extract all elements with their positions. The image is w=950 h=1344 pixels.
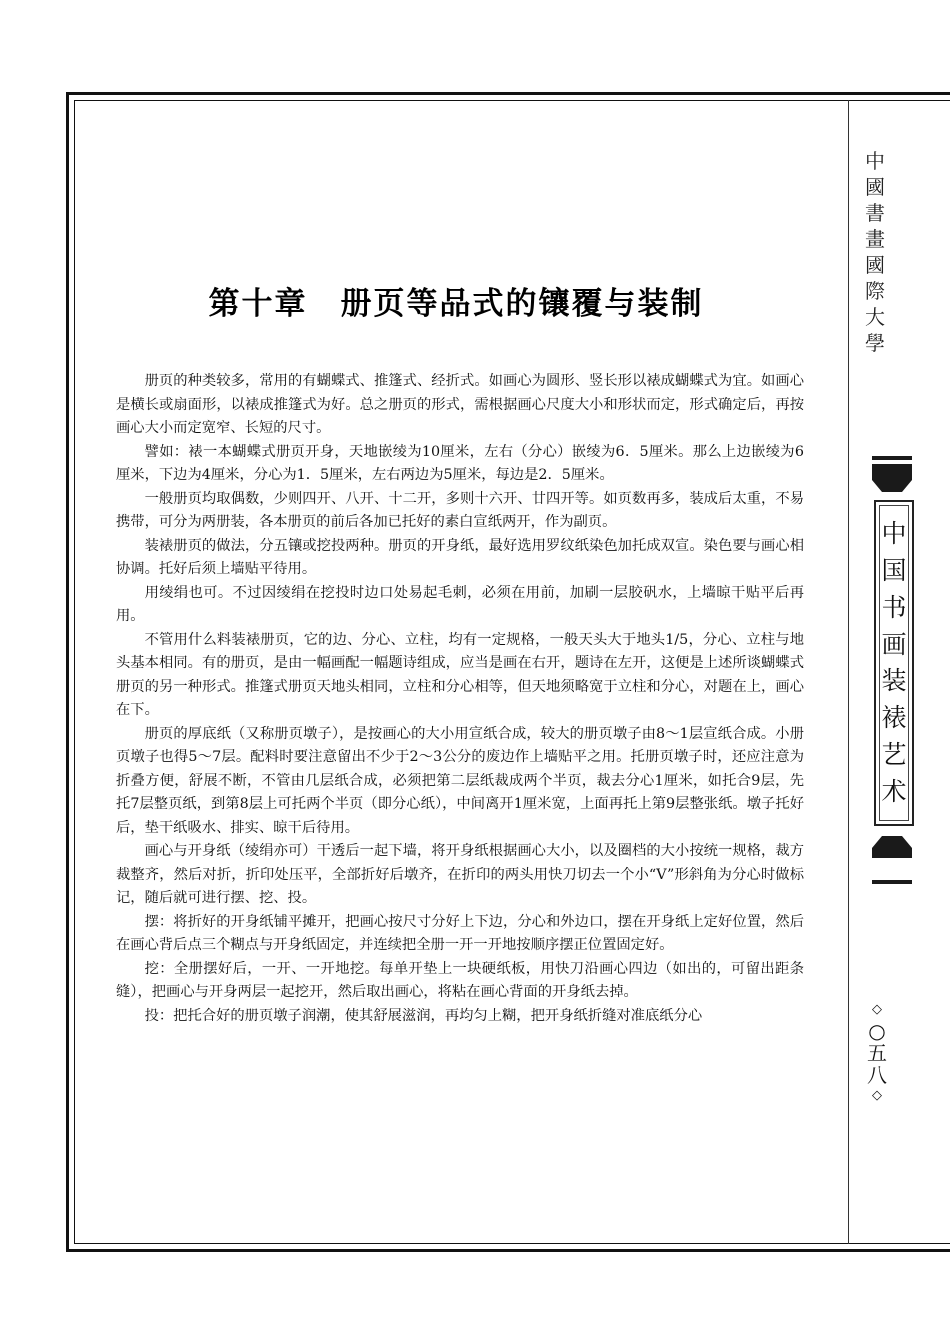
school-title-char: 畫 <box>865 227 885 251</box>
book-title-inner-border <box>879 505 909 821</box>
diamond-ornament-icon: ◇ <box>872 1002 882 1017</box>
book-title-char: 装 <box>881 666 907 696</box>
ornament-band-top-thin <box>872 456 912 460</box>
paragraph: 挖：全册摆好后，一开、一开地挖。每单开垫上一块硬纸板，用快刀沿画心四边（如出的，可留出距条缝），把画心与开身两层一起挖开，然后取出画心，将粘在画心背面的开身纸去掉。 <box>116 960 804 1000</box>
school-title-char: 中 <box>865 149 885 173</box>
paragraph: 譬如：裱一本蝴蝶式册页开身，天地嵌绫为10厘米，左右（分心）嵌绫为6．5厘米。那么上边嵌绫为6厘米，下边为4厘米，分心为1．5厘米，左右两边为5厘米，每边是2．5厘米。 <box>116 443 804 483</box>
school-title-char: 國 <box>865 253 885 277</box>
book-title-char: 术 <box>881 776 907 806</box>
page-number-char: 五 <box>867 1041 887 1065</box>
diamond-ornament-icon: ◇ <box>872 1088 882 1103</box>
paragraph: 册页的厚底纸（又称册页墩子），是按画心的大小用宣纸合成，较大的册页墩子由8～1层宣纸合成。小册页墩子也得5～7层。配料时要注意留出不少于2～3公分的废边作上墙贴平之用。托册页墩子时，还应注意为折叠方便，舒展不断，不管由几层纸合成，必须把第二层纸裁成两个半页，裁去分心1厘米，如托合9层，先托7层整页纸，到第8层上可托两个半页（即分心纸），中间离开1厘米宽，上面再托上第9层整张纸。墩子托好后，垫干纸吸水、排实、晾干后待用。 <box>116 725 804 836</box>
ornament-band-bottom-thick <box>872 852 912 858</box>
paragraph: 用绫绢也可。不过因绫绢在挖投时边口处易起毛刺，必须在用前，加刷一层胶矾水，上墙晾干贴平后再用。 <box>116 584 804 624</box>
page-number-char: 八 <box>867 1063 887 1087</box>
page-number-char: ○ <box>868 1019 886 1043</box>
chapter-title: 第十章 册页等品式的镶覆与装制 <box>208 286 704 322</box>
book-title-char: 书 <box>881 592 907 622</box>
side-column-divider <box>848 100 849 1244</box>
book-title-char: 国 <box>881 556 907 586</box>
school-title-char: 際 <box>865 279 885 303</box>
book-title-char: 画 <box>881 629 907 659</box>
paragraph: 一般册页均取偶数，少则四开、八开、十二开，多则十六开、廿四开等。如页数再多，装成后太重，不易携带，可分为两册装，各本册页的前后各加已托好的素白宣纸两开，作为副页。 <box>116 490 804 530</box>
paragraph: 册页的种类较多，常用的有蝴蝶式、推篷式、经折式。如画心为圆形、竖长形以裱成蝴蝶式为宜。如画心是横长或扇面形，以裱成推篷式为好。总之册页的形式，需根据画心尺度大小和形状而定，形式确定后，再按画心大小而定宽窄、长短的尺寸。 <box>116 373 804 436</box>
school-title-vertical <box>860 148 890 356</box>
body-text <box>116 370 804 1028</box>
page-number-vertical <box>862 1000 892 1106</box>
school-title-char: 大 <box>865 305 885 329</box>
paragraph: 装裱册页的做法，分五镶或挖投两种。册页的开身纸，最好选用罗纹纸染色加托成双宣。染色要与画心相协调。托好后须上墙贴平待用。 <box>116 537 804 577</box>
paragraph: 投：把托合好的册页墩子润潮，使其舒展滋润，再均匀上糊，把开身纸折缝对准底纸分心 <box>144 1007 703 1024</box>
school-title-char: 書 <box>865 201 885 225</box>
paragraph: 摆：将折好的开身纸铺平摊开，把画心按尺寸分好上下边，分心和外边口，摆在开身纸上定好位置，然后在画心背后点三个糊点与开身纸固定，并连续把全册一开一开地按顺序摆正位置固定好。 <box>116 913 804 953</box>
school-title-char: 國 <box>865 175 885 199</box>
school-title-char: 學 <box>865 331 885 355</box>
ornament-notch-top <box>872 470 912 492</box>
book-title-char: 艺 <box>881 739 907 769</box>
book-title-char: 中 <box>881 519 907 549</box>
ornament-band-bottom-thin <box>872 880 912 884</box>
paragraph: 不管用什么料装裱册页，它的边、分心、立柱，均有一定规格，一般天头大于地头1/5，分心、立柱与地头基本相同。有的册页，是由一幅画配一幅题诗组成，应当是画在右开，题诗在左开，这便是上述所谈蝴蝶式册页的另一种形式。推篷式册页天地头相同，立柱和分心相等，但天地须略宽于立柱和分心，对题在上，画心在下。 <box>116 631 804 718</box>
book-title-char: 裱 <box>881 703 907 733</box>
paragraph: 画心与开身纸（绫绢亦可）干透后一起下墙，将开身纸根据画心大小，以及圈档的大小按统一规格，裁方裁整齐，然后对折，折印处压平，全部折好后墩齐，在折印的两头用快刀切去一个小“V”形斜角为分心时做标记，随后就可进行摆、挖、投。 <box>116 843 804 906</box>
book-title-box <box>874 500 914 826</box>
